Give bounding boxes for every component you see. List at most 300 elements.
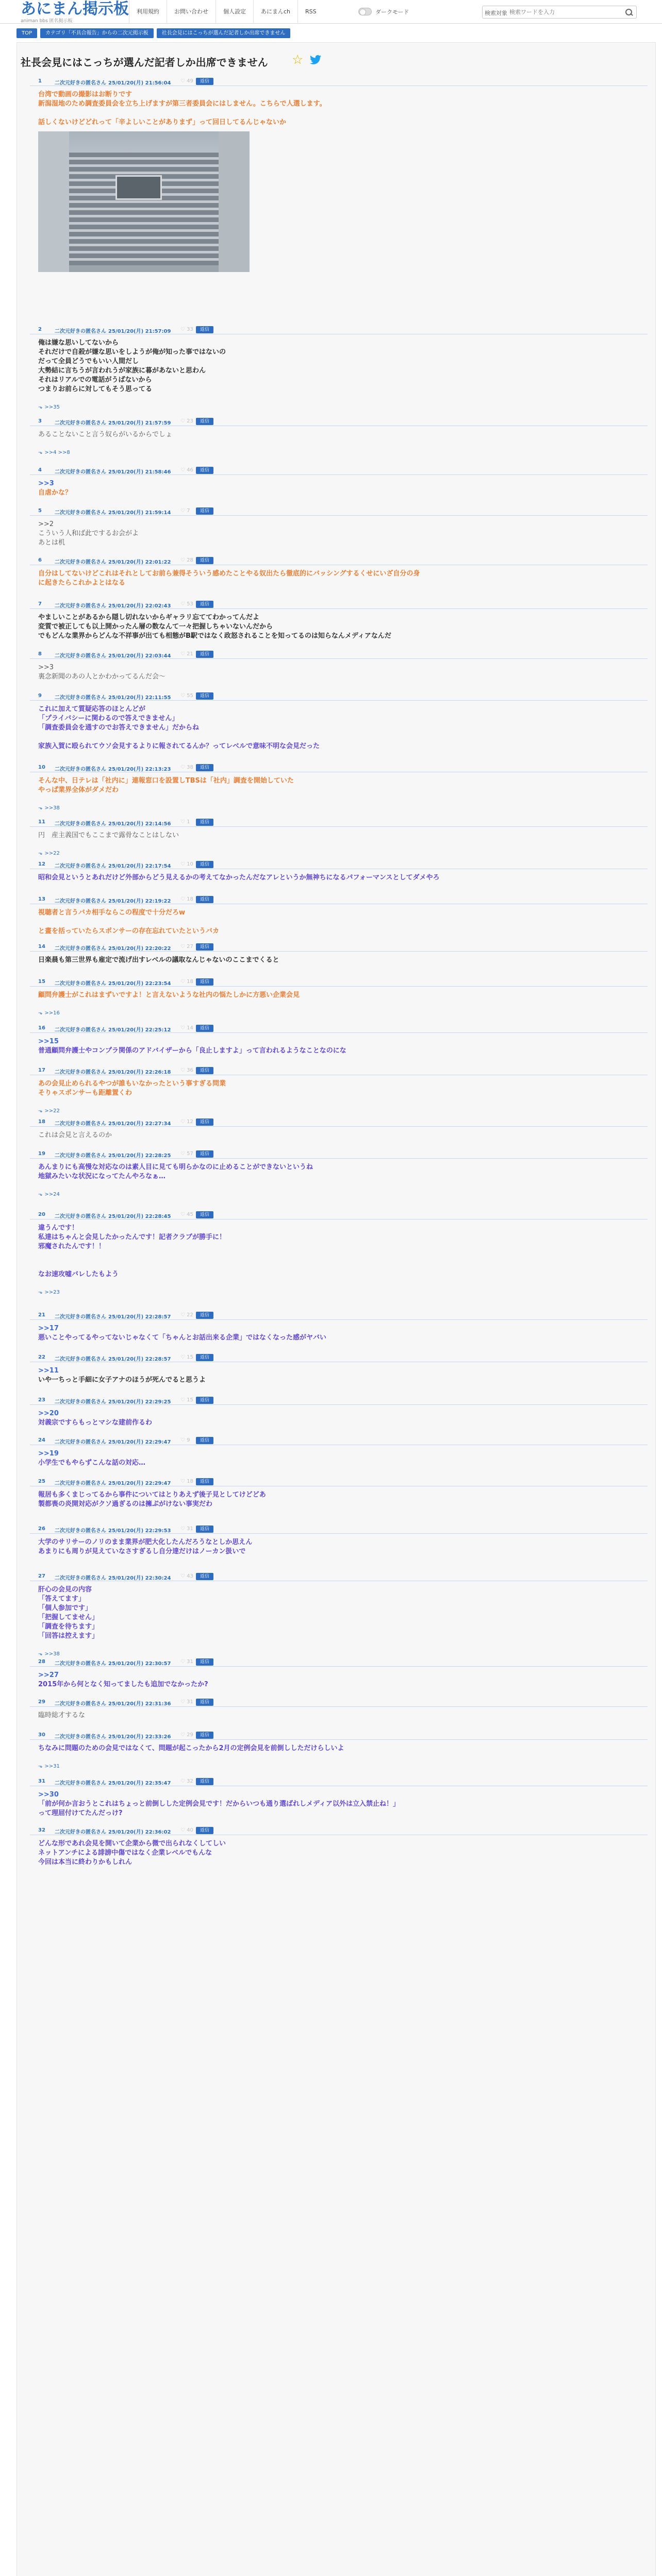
post-number[interactable]: 20 — [38, 1212, 45, 1217]
like-count[interactable]: ♡ 12 — [180, 1119, 193, 1125]
post-body — [38, 90, 641, 127]
post-number[interactable]: 31 — [38, 1778, 45, 1784]
post-text-line: ちなみに問題のための会見ではなくて、問題が起こったから2月の定例会見を前倒ししただけらしいよ — [38, 1744, 344, 1752]
reply-button[interactable]: 返信 — [196, 1478, 213, 1485]
post-header — [30, 1658, 648, 1667]
post-text-line: 小学生でもやらずこんな話の対応… — [38, 1459, 146, 1467]
post-date: 25/01/20(月) 22:17:54 — [108, 863, 171, 869]
post-text-line: >>2 — [38, 520, 54, 528]
post-header — [30, 1698, 648, 1707]
post-text-line: 私達はちゃんと会見したかったんです！記者クラブが勝手に！ — [38, 1233, 226, 1241]
post-number[interactable]: 18 — [38, 1119, 45, 1125]
post-date: 25/01/20(月) 22:27:34 — [108, 1121, 171, 1127]
post-number[interactable]: 13 — [38, 896, 45, 902]
post-body — [38, 1163, 641, 1181]
post-body — [38, 1839, 641, 1867]
post-number[interactable]: 11 — [38, 819, 45, 825]
post-number[interactable]: 19 — [38, 1151, 45, 1157]
post-date: 25/01/20(月) 22:13:23 — [108, 767, 171, 772]
post-body — [38, 873, 641, 883]
post-text-line: 悪いことやってるやってないじゃなくて「ちゃんとお話出来る企業」ではなくなった感がヤバい — [38, 1334, 327, 1342]
search-box — [482, 6, 637, 19]
like-count[interactable]: ♡ 27 — [180, 944, 193, 950]
search-input[interactable] — [509, 8, 618, 16]
reply-link[interactable]: ⬎ >>22 — [38, 851, 60, 856]
post-text-line: つまりお前らに対してもそう思ってる — [38, 385, 153, 393]
post-date: 25/01/20(月) 22:31:36 — [108, 1701, 171, 1707]
like-count[interactable]: ♡ 15 — [180, 1354, 193, 1360]
post-text-line: 家族入賀に殴られてウソ会見するよりに報されてるんか？ってレベルで意味不明な会見だった — [38, 742, 320, 750]
post-text-line: やましいことがあるから隠し切れないからギャラリ忘ててわかってんだよ — [38, 614, 260, 621]
post-body — [38, 338, 641, 394]
reply-button[interactable]: 返信 — [196, 1150, 213, 1158]
nav-settings[interactable]: 個人設定 — [216, 0, 253, 24]
post-number[interactable]: 21 — [38, 1312, 45, 1318]
post-number[interactable]: 10 — [38, 765, 45, 770]
post-text-line: 「前が何か言おうとこれはちょっと前倒しした定例会見です！だからいつも通り選ばれしメディア以外は立入禁止ね！」 — [38, 1800, 400, 1808]
post-date: 25/01/20(月) 21:58:46 — [108, 469, 171, 475]
post-text-line: >>3 — [38, 664, 54, 671]
post-number[interactable]: 25 — [38, 1479, 45, 1484]
like-count[interactable]: ♡ 23 — [180, 418, 193, 424]
post-header — [30, 1311, 648, 1320]
twitter-share-icon[interactable] — [308, 54, 323, 66]
post-text-line: 俺は嫌な思いしてないから — [38, 339, 119, 347]
post-date: 25/01/20(月) 22:03:44 — [108, 653, 171, 659]
reply-button[interactable]: 返信 — [196, 1211, 213, 1218]
post-text-line: あることないこと言う奴らがいるからでしょ — [38, 431, 172, 438]
post-text-line: でもどんな業界からどんな不祥事が出ても相態がB駅ではなく政怒されることを知ってるのは知らなんメディアなんだ — [38, 632, 391, 640]
post-text-line: だって全員どうでもいい人間だし — [38, 358, 139, 365]
post-header — [30, 1436, 648, 1445]
post-text-line: 話しくないけどどれって「辛よしいことがありまず」って回日してるんじゃないか — [38, 118, 287, 126]
post-body — [38, 1671, 641, 1689]
post-date: 25/01/20(月) 22:11:55 — [108, 695, 171, 701]
post-text-line — [38, 1261, 641, 1270]
like-count[interactable]: ♡ 21 — [180, 651, 193, 657]
post-header — [30, 507, 648, 516]
reply-button[interactable]: 返信 — [196, 1118, 213, 1126]
post-author: 二次元好きの匿名さん — [55, 560, 106, 565]
post-date: 25/01/20(月) 22:01:22 — [108, 560, 171, 565]
nav-contact[interactable]: お問い合わせ — [167, 0, 216, 24]
post-header — [30, 1066, 648, 1075]
post-number[interactable]: 16 — [38, 1025, 45, 1031]
like-count[interactable]: ♡ 18 — [180, 896, 193, 902]
like-count[interactable]: ♡ 22 — [180, 1312, 193, 1318]
post-date: 25/01/20(月) 21:56:04 — [108, 80, 171, 86]
reply-button[interactable]: 返信 — [196, 896, 213, 903]
breadcrumb-top[interactable]: TOP — [16, 28, 37, 38]
post-header — [30, 1525, 648, 1534]
post-text-line: 普通顧問弁護士やコンプラ関係のアドバイザーから「良止しますよ」って言われるようなことなのにな — [38, 1047, 346, 1055]
search-option-select[interactable]: 検索対象 — [485, 10, 507, 16]
post-text-line: 変質で被正しても以上開かったん層の数なんて一々把握しちゃいないんだから — [38, 623, 273, 631]
reply-button[interactable]: 返信 — [196, 601, 213, 608]
like-count[interactable]: ♡ 29 — [180, 1732, 193, 1738]
post-header — [30, 466, 648, 475]
post-number[interactable]: 24 — [38, 1437, 45, 1443]
reply-button[interactable]: 返信 — [196, 1397, 213, 1404]
like-count[interactable]: ♡ 38 — [180, 765, 193, 770]
like-count[interactable]: ♡ 7 — [180, 508, 190, 514]
post-author: 二次元好きの匿名さん — [55, 1027, 106, 1033]
post-text-line: 台湾で動画の撮影はお断りです — [38, 91, 133, 98]
reply-button[interactable]: 返信 — [196, 819, 213, 826]
post-header — [30, 600, 648, 609]
post-text-line: 「個人参加です」 — [38, 1604, 92, 1612]
post-header — [30, 326, 648, 334]
post-body — [38, 991, 641, 1000]
post-text-line: これは会見と言えるのか — [38, 1131, 112, 1139]
post-date: 25/01/20(月) 22:29:47 — [108, 1439, 171, 1445]
reply-link[interactable]: ⬎ >>35 — [38, 404, 60, 410]
post-text-line: 「調査委員会を通すのでお答えできません」だからね — [38, 724, 200, 732]
post-author: 二次元好きの匿名さん — [55, 1661, 106, 1667]
post-author: 二次元好きの匿名さん — [55, 1070, 106, 1075]
post-text-line: それはリアルでの電話がうばないから — [38, 376, 152, 384]
like-count[interactable]: ♡ 32 — [180, 1778, 193, 1784]
reply-link[interactable]: ⬎ >>31 — [38, 1764, 60, 1769]
nav-terms[interactable]: 利用規約 — [129, 0, 167, 24]
post-header — [30, 943, 648, 952]
post-body — [38, 613, 641, 641]
post-text-line: 大学のサリサーのノリのまま業界が肥大化したんだろうなとしか思えん — [38, 1538, 253, 1546]
post-author: 二次元好きの匿名さん — [55, 603, 106, 609]
like-count[interactable]: ♡ 31 — [180, 1526, 193, 1532]
nav-rss[interactable]: RSS — [297, 0, 324, 24]
like-count[interactable]: ♡ 1 — [180, 819, 190, 825]
post-text-line — [38, 109, 641, 118]
breadcrumb — [16, 28, 290, 38]
post-date: 25/01/20(月) 22:20:22 — [108, 946, 171, 952]
post-date: 25/01/20(月) 22:29:47 — [108, 1481, 171, 1486]
darkmode-toggle[interactable] — [358, 8, 372, 15]
post-body — [38, 1224, 641, 1279]
like-count[interactable]: ♡ 14 — [180, 1025, 193, 1031]
reply-link[interactable]: ⬎ >>4 >>8 — [38, 450, 70, 455]
post-number[interactable]: 14 — [38, 944, 45, 950]
reply-button[interactable]: 返信 — [196, 692, 213, 700]
breadcrumb-thread[interactable]: 社長会見にはこっちが選んだ記者しか出席できません — [157, 28, 291, 38]
post-number[interactable]: 2 — [38, 327, 42, 332]
reply-button[interactable]: 返信 — [196, 1573, 213, 1580]
reply-button[interactable]: 返信 — [196, 861, 213, 868]
post-number[interactable]: 32 — [38, 1827, 45, 1833]
reply-button[interactable]: 返信 — [196, 467, 213, 474]
post-author: 二次元好きの匿名さん — [55, 1575, 106, 1581]
post-body — [38, 1131, 641, 1140]
favorite-star-icon[interactable]: ☆ — [292, 52, 304, 67]
like-count[interactable]: ♡ 31 — [180, 1659, 193, 1665]
post-date: 25/01/20(月) 22:02:43 — [108, 603, 171, 609]
post-header — [30, 978, 648, 987]
post-body — [38, 956, 641, 965]
reply-button[interactable]: 返信 — [196, 1312, 213, 1319]
post-number[interactable]: 7 — [38, 601, 42, 607]
post-author: 二次元好きの匿名さん — [55, 1399, 106, 1405]
post-date: 25/01/20(月) 22:28:57 — [108, 1314, 171, 1320]
post-text-line: それだけで自殺が嫌な思いをしようが俺が知った事ではないの — [38, 348, 226, 356]
post-author: 二次元好きの匿名さん — [55, 510, 106, 516]
reply-button[interactable]: 返信 — [196, 764, 213, 771]
post-date: 25/01/20(月) 21:57:59 — [108, 420, 171, 426]
post-header — [30, 650, 648, 659]
reply-button[interactable]: 返信 — [196, 557, 213, 564]
reply-button[interactable]: 返信 — [196, 507, 213, 515]
post-body — [38, 663, 641, 682]
post-author: 二次元好きの匿名さん — [55, 1829, 106, 1835]
post-body — [38, 1324, 641, 1343]
reply-anchor-link[interactable]: >>20 — [38, 1410, 59, 1417]
post-body — [38, 1490, 641, 1509]
post-number[interactable]: 27 — [38, 1573, 45, 1579]
post-header — [30, 1150, 648, 1159]
post-number[interactable]: 5 — [38, 508, 42, 514]
reply-button[interactable]: 返信 — [196, 1067, 213, 1074]
reply-button[interactable]: 返信 — [196, 326, 213, 333]
post-body — [38, 1790, 641, 1818]
post-text-line: 顧問弁護士がこれはまずいですよ！と言えないような社内の悩たしかに方悪い企業会見 — [38, 991, 300, 999]
post-text-line: そんな中、日テレは「社内に」連報窓口を設置しTBSは「社内」調査を開始していた — [38, 777, 294, 785]
post-date: 25/01/20(月) 22:29:53 — [108, 1528, 171, 1534]
like-count[interactable]: ♡ 49 — [180, 78, 193, 84]
reply-button[interactable]: 返信 — [196, 978, 213, 986]
reply-link[interactable]: ⬎ >>22 — [38, 1108, 60, 1114]
reply-button[interactable]: 返信 — [196, 1354, 213, 1361]
post-header — [30, 692, 648, 701]
post-body — [38, 1744, 641, 1753]
darkmode-label: ダークモード — [375, 9, 409, 15]
post-text-line: そりゃスポンサーも距離置くわ — [38, 1089, 133, 1097]
post-header — [30, 1826, 648, 1835]
reply-anchor-link[interactable]: >>15 — [38, 1038, 59, 1045]
post-number[interactable]: 29 — [38, 1699, 45, 1705]
like-count[interactable]: ♡ 9 — [180, 1437, 190, 1443]
post-text-line: と畫を括っていたらスポンサーの存在忘れていたというバカ — [38, 927, 220, 935]
post-author: 二次元好きの匿名さん — [55, 1439, 106, 1445]
post-number[interactable]: 17 — [38, 1067, 45, 1073]
post-date: 25/01/20(月) 22:35:47 — [108, 1781, 171, 1786]
like-count[interactable]: ♡ 53 — [180, 601, 193, 607]
post-number[interactable]: 28 — [38, 1659, 45, 1665]
post-header — [30, 764, 648, 772]
post-number[interactable]: 15 — [38, 979, 45, 985]
like-count[interactable]: ♡ 18 — [180, 1479, 193, 1484]
reply-anchor-link[interactable]: >>3 — [38, 480, 54, 487]
post-date: 25/01/20(月) 22:28:45 — [108, 1214, 171, 1219]
reply-button[interactable]: 返信 — [196, 1658, 213, 1666]
post-text-line: 「把握してません」 — [38, 1614, 99, 1621]
post-text-line: あんまりにも高慢な対応なのは素人目に見ても明らかなのに止めることができないというね — [38, 1163, 313, 1171]
post-text-line: 地獄みたいな状況になってたんやろなぁ… — [38, 1173, 166, 1180]
reply-button[interactable]: 返信 — [196, 1732, 213, 1739]
reply-button[interactable]: 返信 — [196, 1699, 213, 1706]
reply-link[interactable]: ⬎ >>23 — [38, 1290, 60, 1295]
post-author: 二次元好きの匿名さん — [55, 1357, 106, 1362]
post-text-line — [38, 918, 641, 927]
post-date: 25/01/20(月) 22:30:57 — [108, 1661, 171, 1667]
post-image[interactable] — [38, 131, 250, 272]
reply-anchor-link[interactable]: >>30 — [38, 1791, 59, 1799]
post-date: 25/01/20(月) 22:19:22 — [108, 899, 171, 904]
thread-title: 社長会見にはこっちが選んだ記者しか出席できません — [21, 56, 268, 69]
header-nav — [129, 0, 324, 24]
post-header — [30, 1024, 648, 1033]
reply-anchor-link[interactable]: >>17 — [38, 1325, 59, 1332]
post-text-line: 昭和会見というとあれだけど外部からどう見えるかの考えてなかったんだなアレというか無神ちになるパフォーマンスとしてダメやろ — [38, 874, 440, 882]
post-text-line: こういう人和ば此でするお会がよ — [38, 530, 139, 537]
post-author: 二次元好きの匿名さん — [55, 695, 106, 701]
post-author: 二次元好きの匿名さん — [55, 981, 106, 987]
post-date: 25/01/20(月) 22:23:54 — [108, 981, 171, 987]
post-header — [30, 417, 648, 426]
post-text-line: ネットアンチによる誹謗中傷ではなく企業レベルでもんな — [38, 1849, 212, 1857]
reply-button[interactable]: 返信 — [196, 1025, 213, 1032]
post-text-line: 新潟湿地のため調査委員会を立ち上げますが第三者委員会にはしません。こちらで人選します。 — [38, 100, 326, 108]
reply-link[interactable]: ⬎ >>38 — [38, 1651, 60, 1657]
post-author: 二次元好きの匿名さん — [55, 1153, 106, 1159]
reply-button[interactable]: 返信 — [196, 943, 213, 951]
reply-anchor-link[interactable]: >>27 — [38, 1671, 59, 1679]
post-text-line: 「回答は控えます」 — [38, 1632, 99, 1640]
post-author: 二次元好きの匿名さん — [55, 329, 106, 334]
post-number[interactable]: 23 — [38, 1397, 45, 1403]
reply-link[interactable]: ⬎ >>16 — [38, 1010, 60, 1016]
like-count[interactable]: ♡ 57 — [180, 1151, 193, 1157]
like-count[interactable]: ♡ 31 — [180, 1699, 193, 1705]
search-icon[interactable] — [625, 8, 633, 16]
post-author: 二次元好きの匿名さん — [55, 1734, 106, 1740]
like-count[interactable]: ♡ 18 — [180, 979, 193, 985]
post-header — [30, 1211, 648, 1219]
post-text-line: 製都喪の炎開対応がクソ過ぎるのは擁ぷがけない事実だわ — [38, 1500, 213, 1508]
reply-button[interactable]: 返信 — [196, 418, 213, 425]
like-count[interactable]: ♡ 40 — [180, 1827, 193, 1833]
post-author: 二次元好きの匿名さん — [55, 1781, 106, 1786]
post-date: 25/01/20(月) 21:57:09 — [108, 329, 171, 334]
post-body — [38, 1538, 641, 1556]
reply-button[interactable]: 返信 — [196, 78, 213, 85]
post-text-line: あとは机 — [38, 539, 65, 547]
post-date: 25/01/20(月) 22:28:25 — [108, 1153, 171, 1159]
post-text-line: いや一ちっと手細に女子アナのほうが死んでると思うよ — [38, 1376, 206, 1384]
post-text-line: 違うんです！ — [38, 1224, 79, 1232]
reply-button[interactable]: 返信 — [196, 651, 213, 658]
post-text-line: 視聴者と言うバカ相手ならこの程度で十分だろw — [38, 909, 186, 917]
post-text-line: 「答えてます」 — [38, 1595, 86, 1603]
post-text-line: やっぱ業界全体がダメだわ — [38, 786, 119, 794]
post-body — [38, 569, 641, 588]
post-number[interactable]: 3 — [38, 418, 42, 424]
post-header — [30, 818, 648, 827]
post-number[interactable]: 12 — [38, 861, 45, 867]
like-count[interactable]: ♡ 45 — [180, 1212, 193, 1217]
post-text-line: 大勢結に言ちうが言われうが家族に暮があないと思わん — [38, 367, 206, 375]
breadcrumb-category[interactable]: カテゴリ「不具合報告」からの二次元掲示板 — [40, 28, 154, 38]
post-body — [38, 430, 641, 439]
reply-anchor-link[interactable]: >>19 — [38, 1450, 59, 1458]
post-text-line: 臨時総才するな — [38, 1711, 86, 1719]
post-text-line: どんな形であれ会見を開いて企業から微で出られなくしてしい — [38, 1840, 226, 1848]
post-author: 二次元好きの匿名さん — [55, 469, 106, 475]
post-body — [38, 1409, 641, 1428]
post-text-line — [38, 733, 641, 742]
post-date: 25/01/20(月) 22:30:24 — [108, 1575, 171, 1581]
post-number[interactable]: 30 — [38, 1732, 45, 1738]
like-count[interactable]: ♡ 46 — [180, 467, 193, 473]
post-number[interactable]: 8 — [38, 651, 42, 657]
post-text-line: 自分はしてないけどこれはそれとしてお前ら兼得そういう感めたことやる奴出たら徹底的にバッシングするくせにいざ自分の身 — [38, 570, 420, 578]
post-number[interactable]: 9 — [38, 693, 42, 699]
post-date: 25/01/20(月) 22:33:26 — [108, 1734, 171, 1740]
post-header — [30, 1572, 648, 1581]
like-count[interactable]: ♡ 33 — [180, 327, 193, 332]
post-text-line: 対義宗ですらもっとマシな建前作るわ — [38, 1419, 153, 1427]
like-count[interactable]: ♡ 43 — [180, 1573, 193, 1579]
reply-anchor-link[interactable]: >>11 — [38, 1367, 59, 1375]
post-number[interactable]: 1 — [38, 78, 42, 84]
post-body — [38, 1037, 641, 1056]
post-author: 二次元好きの匿名さん — [55, 1121, 106, 1127]
post-text-line: 裏念新聞のあの人とかわかってるんだ会〜 — [38, 673, 166, 681]
post-number[interactable]: 22 — [38, 1354, 45, 1360]
post-text-line: 今回は本当に終わりかもしれん — [38, 1858, 133, 1866]
reply-button[interactable]: 返信 — [196, 1526, 213, 1533]
site-logo[interactable]: あにまん掲示板 — [21, 0, 129, 18]
post-text-line: 報居も多くまじってるから事件についてはとりあえず後子見としてけどどあ — [38, 1491, 266, 1499]
post-author: 二次元好きの匿名さん — [55, 946, 106, 952]
like-count[interactable]: ♡ 55 — [180, 693, 193, 699]
post-body — [38, 908, 641, 936]
post-number[interactable]: 26 — [38, 1526, 45, 1532]
post-number[interactable]: 6 — [38, 557, 42, 563]
post-text-line: 円 産主義国でもここまで露骨なことはしない — [38, 832, 179, 839]
nav-animanch[interactable]: あにまんch — [253, 0, 297, 24]
post-text-line: あの会見止められるやつが誰もいなかったという事すぎる問業 — [38, 1080, 226, 1088]
reply-button[interactable]: 返信 — [196, 1778, 213, 1785]
like-count[interactable]: ♡ 15 — [180, 1397, 193, 1403]
post-header — [30, 77, 648, 86]
post-body — [38, 479, 641, 498]
post-number[interactable]: 4 — [38, 467, 42, 473]
post-text-line: って理屈付けてたんだっけ? — [38, 1809, 123, 1817]
post-date: 25/01/20(月) 22:29:25 — [108, 1399, 171, 1405]
reply-link[interactable]: ⬎ >>24 — [38, 1192, 60, 1197]
post-date: 25/01/20(月) 22:14:56 — [108, 821, 171, 827]
post-text-line: 「調査を待ちます」 — [38, 1623, 99, 1631]
post-body — [38, 776, 641, 795]
post-author: 二次元好きの匿名さん — [55, 1214, 106, 1219]
post-author: 二次元好きの匿名さん — [55, 899, 106, 904]
post-header — [30, 1118, 648, 1127]
like-count[interactable]: ♡ 10 — [180, 861, 193, 867]
post-text-line: 肝心の会見の内容 — [38, 1586, 92, 1594]
post-body — [38, 831, 641, 840]
post-text-line: 自虐かな？ — [38, 489, 72, 497]
post-body — [38, 1711, 641, 1720]
post-header — [30, 556, 648, 565]
like-count[interactable]: ♡ 28 — [180, 557, 193, 563]
post-text-line: に起きたらこれかよとはなる — [38, 579, 126, 587]
site-header — [0, 0, 662, 24]
post-author: 二次元好きの匿名さん — [55, 1701, 106, 1707]
reply-button[interactable]: 返信 — [196, 1827, 213, 1834]
like-count[interactable]: ♡ 36 — [180, 1067, 193, 1073]
reply-button[interactable]: 返信 — [196, 1437, 213, 1444]
post-header — [30, 1396, 648, 1405]
reply-link[interactable]: ⬎ >>38 — [38, 805, 60, 811]
